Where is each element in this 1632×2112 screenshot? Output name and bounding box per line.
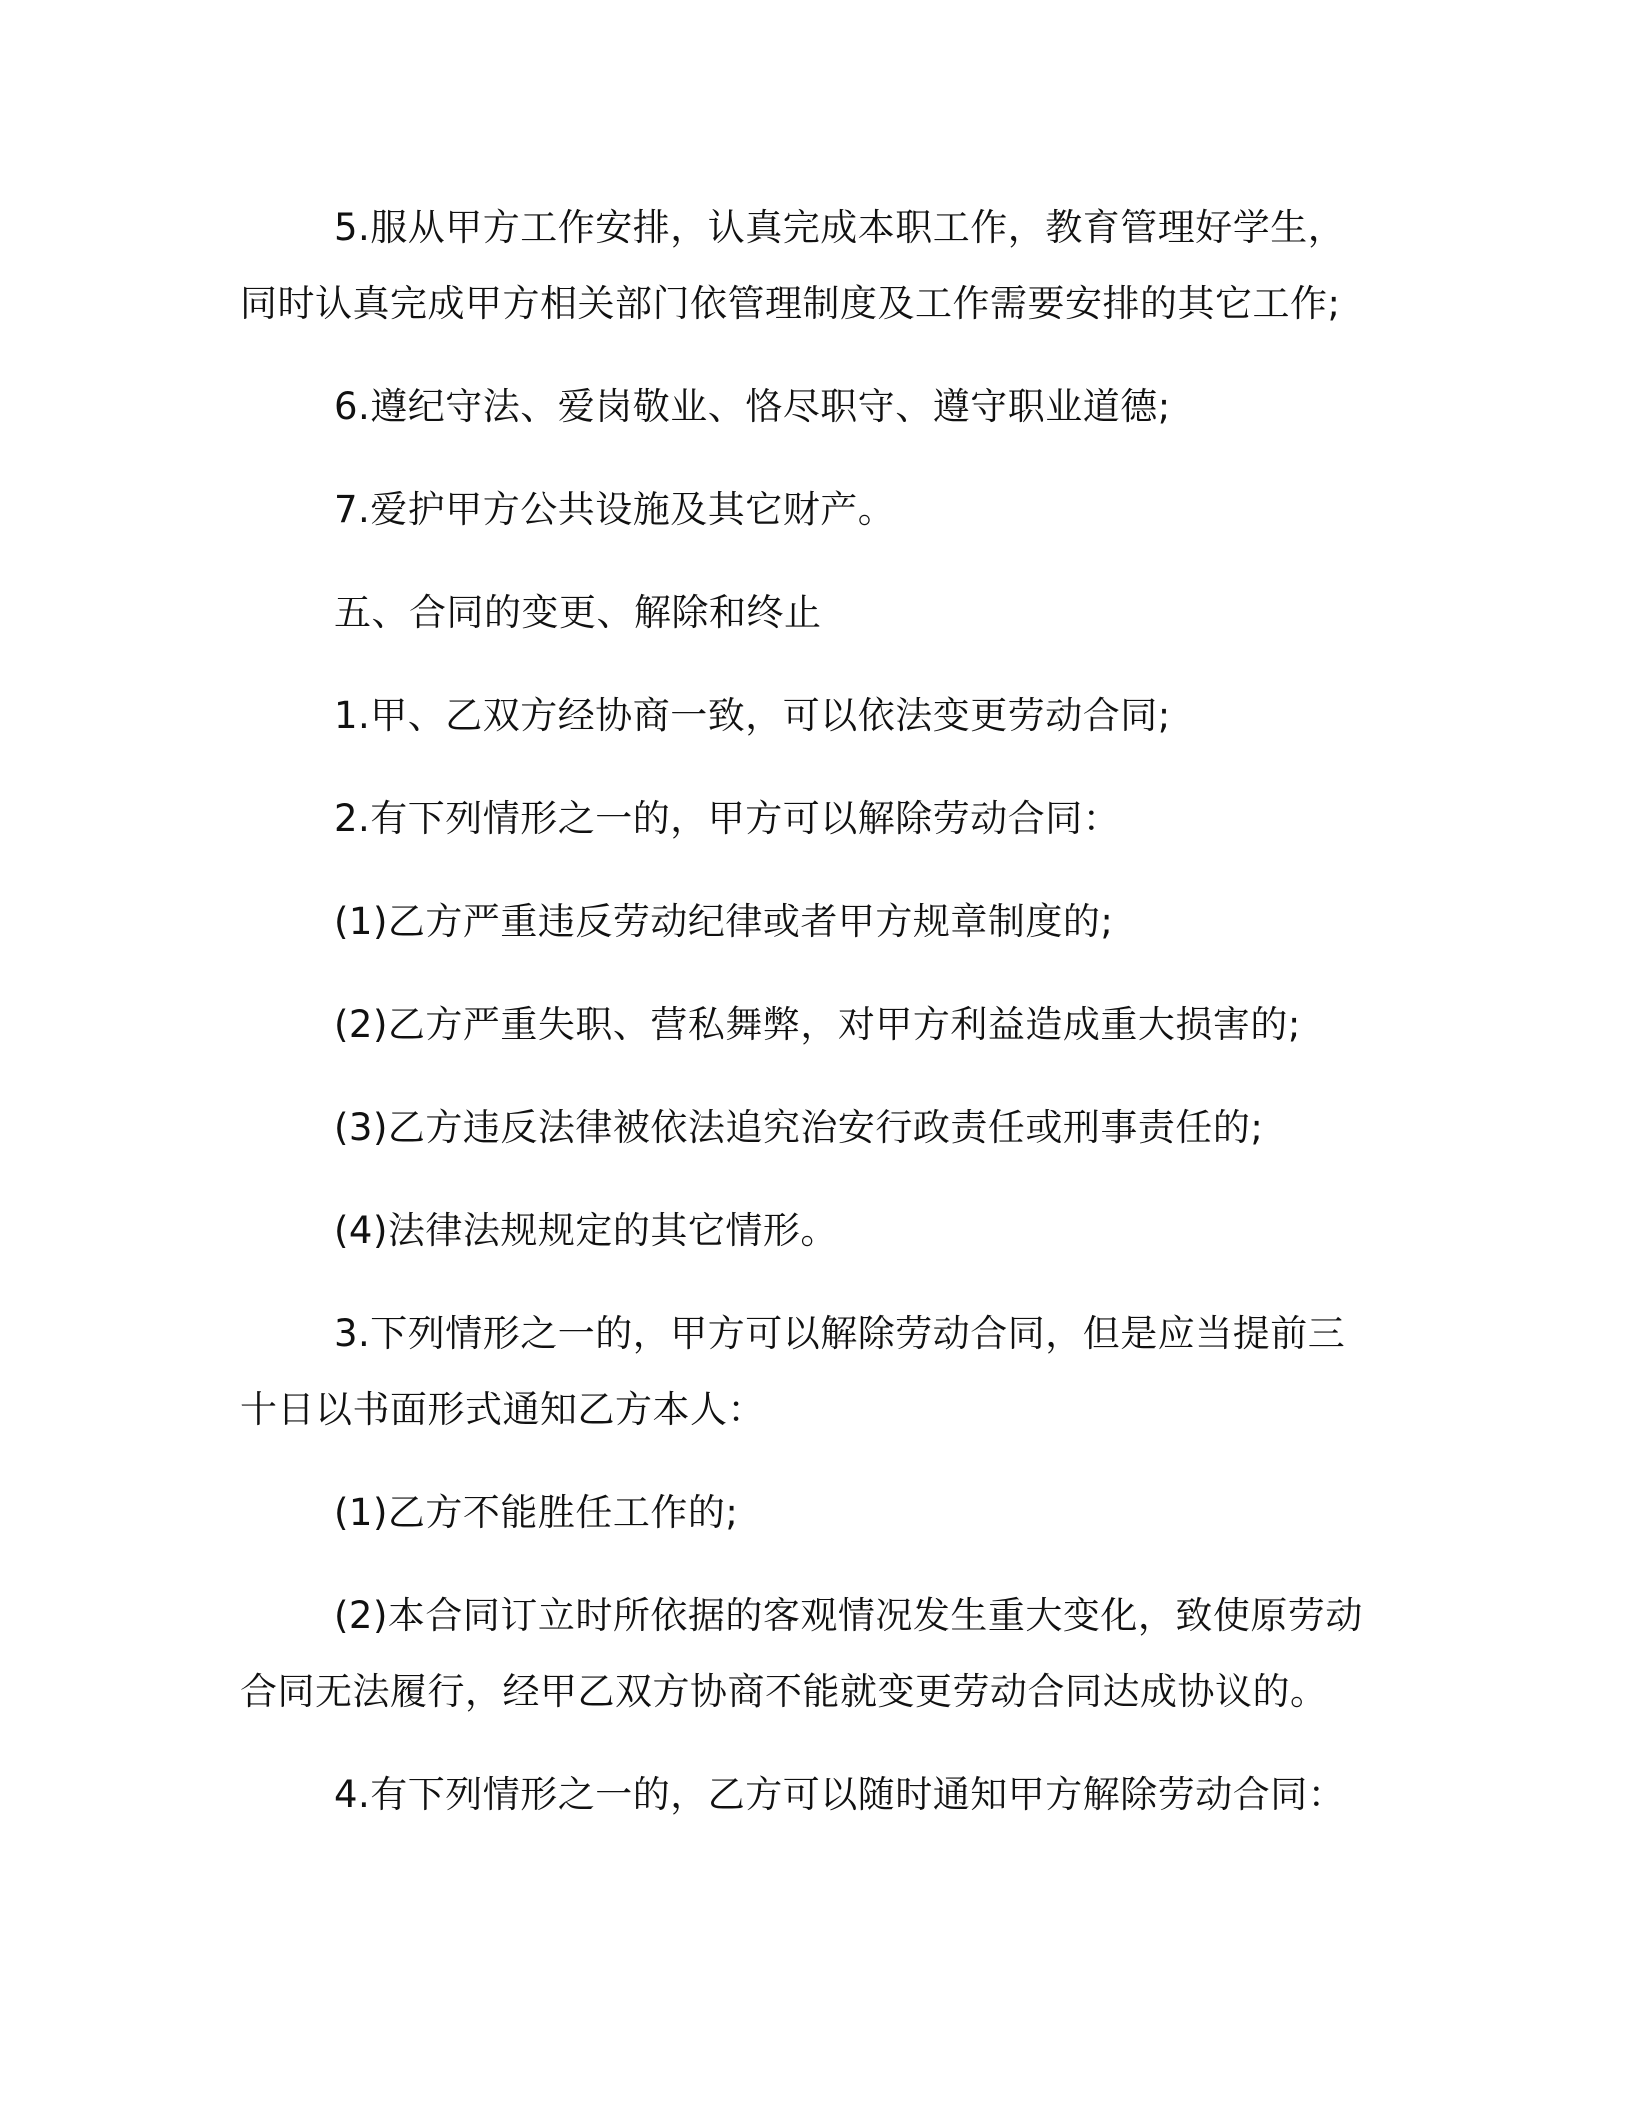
sub-item-3-1: (1)乙方不能胜任工作的; <box>334 1491 739 1534</box>
sub-item-2-2: (2)乙方严重失职、营私舞弊，对甲方利益造成重大损害的; <box>334 1003 1301 1046</box>
paragraph-item-5: 5.服从甲方工作安排，认真完成本职工作，教育管理好学生，同时认真完成甲方相关部门依管理制度及工作需要安排的其它工作; <box>240 206 1346 325</box>
sub-item-2-1: (1)乙方严重违反劳动纪律或者甲方规章制度的; <box>334 900 1114 943</box>
paragraph-change-3: 3.下列情形之一的，甲方可以解除劳动合同，但是应当提前三十日以书面形式通知乙方本人： <box>240 1312 1346 1431</box>
sub-item-3-2: (2)本合同订立时所依据的客观情况发生重大变化，致使原劳动合同无法履行，经甲乙双方协商不能就变更劳动合同达成协议的。 <box>240 1594 1363 1713</box>
paragraph-change-4: 4.有下列情形之一的，乙方可以随时通知甲方解除劳动合同： <box>334 1773 1346 1816</box>
paragraph-item-6: 6.遵纪守法、爱岗敬业、恪尽职守、遵守职业道德; <box>334 385 1171 428</box>
sub-item-2-4: (4)法律法规规定的其它情形。 <box>334 1209 838 1252</box>
paragraph-item-7: 7.爱护甲方公共设施及其它财产。 <box>334 488 896 531</box>
paragraph-change-1: 1.甲、乙双方经协商一致，可以依法变更劳动合同; <box>334 694 1171 737</box>
section-heading-5: 五、合同的变更、解除和终止 <box>334 591 822 634</box>
sub-item-2-3: (3)乙方违反法律被依法追究治安行政责任或刑事责任的; <box>334 1106 1264 1149</box>
document-body <box>240 190 1382 1860</box>
paragraph-change-2: 2.有下列情形之一的，甲方可以解除劳动合同： <box>334 797 1121 840</box>
